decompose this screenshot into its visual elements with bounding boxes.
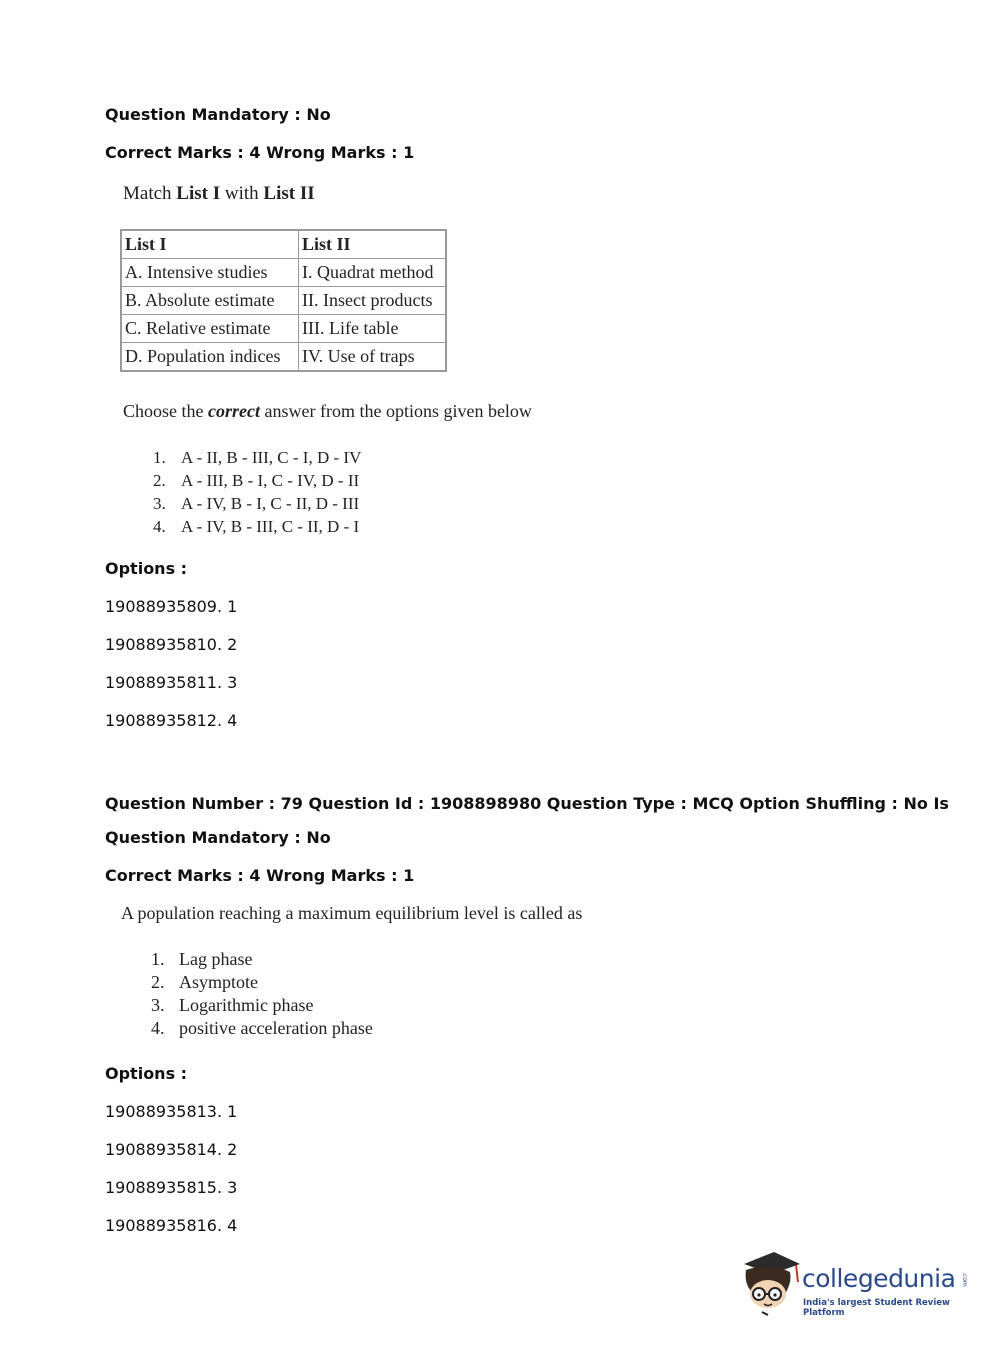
table-row: [121, 343, 446, 372]
table-row: [121, 315, 446, 343]
table-cell: II. Insect products: [299, 287, 447, 315]
q79-marks: Correct Marks : 4 Wrong Marks : 1: [105, 866, 415, 885]
logo-com-suffix: .com: [961, 1272, 968, 1287]
q78-option-2: 19088935810. 2: [105, 635, 238, 654]
q79-option-1: 19088935813. 1: [105, 1102, 238, 1121]
list-item: 1. A - II, B - III, C - I, D - IV: [153, 448, 362, 467]
table-cell: D. Population indices: [121, 343, 299, 372]
q79-option-2: 19088935814. 2: [105, 1140, 238, 1159]
table-cell: B. Absolute estimate: [121, 287, 299, 315]
q79-stem: A population reaching a maximum equilibrium level is called as: [121, 903, 583, 923]
q78-choice-list: [153, 446, 361, 538]
collegedunia-logo: [740, 1248, 970, 1320]
mascot-icon: [740, 1248, 802, 1318]
q79-header: Question Number : 79 Question Id : 1908898980 Question Type : MCQ Option Shuffling : No Is: [105, 794, 949, 813]
q78-options-label: Options :: [105, 559, 188, 578]
q79-option-3: 19088935815. 3: [105, 1178, 238, 1197]
table-cell: III. Life table: [299, 315, 447, 343]
q78-option-1: 19088935809. 1: [105, 597, 238, 616]
q79-mandatory: Question Mandatory : No: [105, 828, 331, 847]
list-item: 1. Lag phase: [151, 949, 253, 969]
table-header-row: [121, 230, 446, 259]
list-item: 2. A - III, B - I, C - IV, D - II: [153, 471, 360, 490]
table-cell: IV. Use of traps: [299, 343, 447, 372]
q79-choice-list: [151, 948, 373, 1040]
table-header-list1: List I: [121, 230, 299, 259]
list-item: 4. A - IV, B - III, C - II, D - I: [153, 517, 360, 536]
list-item: 3. A - IV, B - I, C - II, D - III: [153, 494, 360, 513]
q78-stem: Match List I with List II: [123, 183, 315, 204]
q78-option-4: 19088935812. 4: [105, 711, 238, 730]
match-table: [120, 229, 447, 372]
list-item: 2. Asymptote: [151, 972, 258, 992]
q79-option-4: 19088935816. 4: [105, 1216, 238, 1235]
q78-option-3: 19088935811. 3: [105, 673, 238, 692]
q78-mandatory: Question Mandatory : No: [105, 105, 331, 124]
q79-options-label: Options :: [105, 1064, 188, 1083]
list-item: 4. positive acceleration phase: [151, 1018, 373, 1038]
table-header-list2: List II: [299, 230, 447, 259]
logo-wordmark: collegedunia: [802, 1264, 956, 1293]
table-row: [121, 259, 446, 287]
q78-instruction: Choose the correct answer from the options given below: [123, 401, 532, 421]
logo-tagline: India's largest Student Review Platform: [803, 1298, 950, 1318]
table-cell: I. Quadrat method: [299, 259, 447, 287]
table-cell: C. Relative estimate: [121, 315, 299, 343]
table-row: [121, 287, 446, 315]
table-cell: A. Intensive studies: [121, 259, 299, 287]
q78-marks: Correct Marks : 4 Wrong Marks : 1: [105, 143, 415, 162]
list-item: 3. Logarithmic phase: [151, 995, 314, 1015]
